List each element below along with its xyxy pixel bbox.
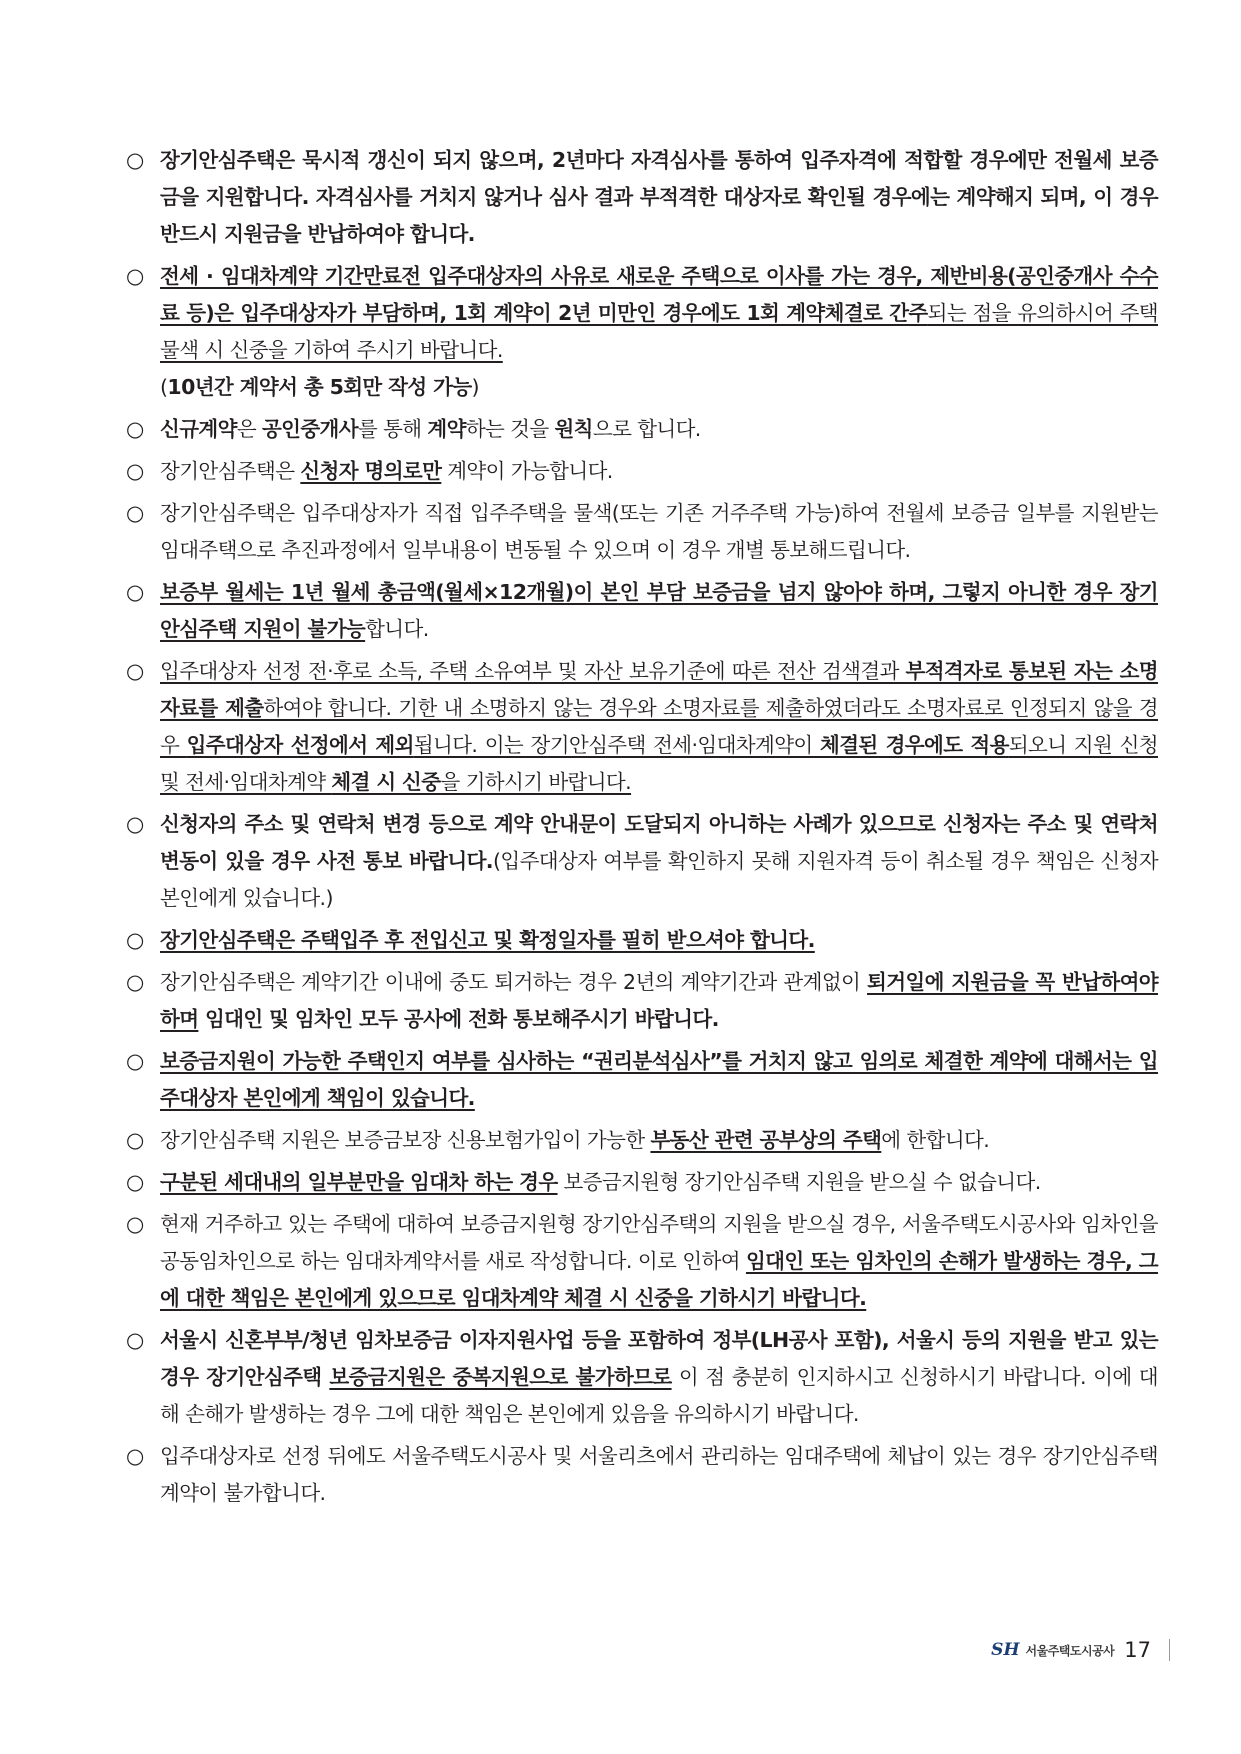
notice-item <box>126 495 1158 569</box>
notice-item <box>126 1164 1158 1201</box>
notice-text-run: 부적격자로 통보된 자는 소명자료를 제출 <box>160 659 1159 720</box>
notice-text-run: 입주대상자 선정에서 제외 <box>186 733 414 757</box>
page-number: 17 <box>1124 1638 1151 1662</box>
notice-text-run: 하여야 합니다. 기한 내 소명하지 않는 경우와 소명자료를 제출하였더라도 소명자료로 인정되지 않을 경우 <box>160 696 1158 757</box>
circle-bullet-icon: ○ <box>126 417 144 441</box>
notice-item <box>126 806 1158 917</box>
circle-bullet-icon: ○ <box>126 1328 144 1352</box>
notice-text-run: 부동산 관련 공부상의 주택 <box>650 1128 882 1152</box>
circle-bullet-icon: ○ <box>126 1444 144 1468</box>
notice-item <box>126 1438 1158 1512</box>
notice-text-run: 은 <box>236 417 262 441</box>
notice-item <box>126 922 1158 959</box>
circle-bullet-icon: ○ <box>126 659 144 683</box>
notice-text-run: 현재 거주하고 있는 주택에 대하여 보증금지원형 장기안심주택의 지원을 받으실 경우, 서울주택도시공사와 임차인을 공동임차인으로 하는 임대차계약서를 새로 작성합니다. 이로 인하여 <box>160 1212 1158 1273</box>
notice-text-run: 으로 합니다. <box>592 417 701 441</box>
notice-text-run: 계약 <box>427 417 466 441</box>
notice-item <box>126 653 1158 801</box>
notice-item <box>126 142 1158 253</box>
notice-text-run: ( <box>160 375 168 399</box>
notice-text-run: 전세 · 임대차계약 기간만료전 입주대상자의 사유로 새로운 주택으로 이사를 가는 경우, 제반비용(공인중개사 수수료 등)은 입주대상자가 부담하며, 1회 계약이 2년 미만인 경우에도 1회 계약체결로 간주 <box>160 264 1158 325</box>
notice-text-run: 입주대상자 선정 전·후로 소득, 주택 소유여부 및 자산 보유기준에 따른 전산 검색결과 <box>160 659 906 683</box>
notice-text-run: 퇴거일에 지원금을 꼭 반납하여야 하며 <box>160 970 1159 1031</box>
notice-text-run: 임대인 및 임차인 모두 공사에 전화 통보해주시기 바랍니다. <box>198 1007 719 1031</box>
notice-text-run: 장기안심주택은 입주대상자가 직접 입주주택을 물색(또는 기존 거주주택 가능)하여 전월세 보증금 일부를 지원받는 임대주택으로 추진과정에서 일부내용이 변동될 수 있으며 이 경우 개별 통보해드립니다. <box>160 501 1158 562</box>
notice-text-run: 신청자의 주소 및 연락처 변경 등으로 계약 안내문이 도달되지 아니하는 사례가 있으므로 신청자는 주소 및 연락처 변동이 있을 경우 사전 통보 바랍니다. <box>160 812 1158 873</box>
footer-divider <box>1169 1639 1170 1661</box>
notice-text-run: 공인중개사 <box>261 417 358 441</box>
notice-text-run: 신청자 명의로만 <box>300 459 442 483</box>
notice-text-run: 보증금지원이 가능한 주택인지 여부를 심사하는 “권리분석심사”를 거치지 않고 임의로 체결한 계약에 대해서는 입주대상자 본인에게 책임이 있습니다. <box>160 1049 1158 1110</box>
notice-text-run: 장기안심주택은 묵시적 갱신이 되지 않으며, 2년마다 자격심사를 통하여 입주자격에 적합할 경우에만 전월세 보증금을 지원합니다. 자격심사를 거치지 않거나 심사 결과 부적격한 대상자로 확인될 경우에는 계약해지 되며, 이 경우 반드시 지원금을 반납하여야 합니다. <box>160 148 1158 246</box>
circle-bullet-icon: ○ <box>126 580 144 604</box>
notice-item <box>126 1322 1158 1433</box>
notice-text-run: 합니다. <box>365 617 429 641</box>
notice-item <box>126 574 1158 648</box>
notice-text-run: ) <box>471 375 479 399</box>
notice-text-run: 장기안심주택은 계약기간 이내에 중도 퇴거하는 경우 2년의 계약기간과 관계없이 <box>160 970 868 994</box>
notice-text-run: 10년간 계약서 총 5회만 작성 가능 <box>167 375 472 399</box>
notice-text-run: 신규계약 <box>160 417 237 441</box>
circle-bullet-icon: ○ <box>126 928 144 952</box>
notice-text-run: 이 점 충분히 인지하시고 신청하시기 바랍니다. 이에 대해 손해가 발생하는 경우 그에 대한 책임은 본인에게 있음을 유의하시기 바랍니다. <box>160 1365 1158 1426</box>
notice-list <box>126 142 1158 1517</box>
notice-text-run: 체결된 경우에도 적용 <box>820 733 1009 757</box>
circle-bullet-icon: ○ <box>126 148 144 172</box>
organization-name: 서울주택도시공사 <box>1025 1643 1115 1658</box>
circle-bullet-icon: ○ <box>126 459 144 483</box>
notice-item <box>126 1043 1158 1117</box>
notice-text-run: 를 통해 <box>357 417 428 441</box>
notice-text-run: 보증부 월세는 1년 월세 총금액(월세×12개월)이 본인 부담 보증금을 넘지 않아야 하며, 그렇지 아니한 경우 장기안심주택 지원이 불가능 <box>160 580 1158 641</box>
notice-text-run: (입주대상자 여부를 확인하지 못해 지원자격 등이 취소될 경우 책임은 신청자 본인에게 있습니다.) <box>160 849 1158 910</box>
notice-text-run: 됩니다. 이는 장기안심주택 전세·임대차계약이 <box>413 733 820 757</box>
notice-text-run: 장기안심주택은 <box>160 459 301 483</box>
page-footer <box>970 1635 1170 1665</box>
notice-text-run: 되오니 지원 신청 및 전세·임대차계약 <box>160 733 1158 794</box>
notice-item <box>126 1206 1158 1317</box>
notice-text-run: 서울시 신혼부부/청년 임차보증금 이자지원사업 등을 포함하여 정부(LH공사 포함), 서울시 등의 지원을 받고 있는 경우 장기안심주택 <box>160 1328 1158 1389</box>
notice-text-run: 에 한합니다. <box>881 1128 990 1152</box>
notice-text-run: 하는 것을 <box>465 417 555 441</box>
notice-text-run: 보증금지원은 중복지원으로 불가하므로 <box>329 1365 672 1389</box>
circle-bullet-icon: ○ <box>126 264 144 288</box>
sh-logo-icon: SH <box>991 1640 1020 1660</box>
notice-text-run: 입주대상자로 선정 뒤에도 서울주택도시공사 및 서울리츠에서 관리하는 임대주택에 체납이 있는 경우 장기안심주택 계약이 불가합니다. <box>160 1444 1158 1505</box>
notice-item <box>126 453 1158 490</box>
notice-item <box>126 258 1158 406</box>
notice-text-run: 임대인 또는 임차인의 손해가 발생하는 경우, 그에 대한 책임은 본인에게 있으므로 임대차계약 체결 시 신중을 기하시기 바랍니다. <box>160 1249 1159 1310</box>
notice-text-run: 체결 시 신중 <box>331 770 441 794</box>
circle-bullet-icon: ○ <box>126 1049 144 1073</box>
notice-text-run: 구분된 세대내의 일부분만을 임대차 하는 경우 <box>160 1170 558 1194</box>
notice-text-run: 되는 점을 유의하시어 주택 물색 시 신중을 기하여 주시기 바랍니다. <box>160 301 1158 362</box>
notice-text-run: 장기안심주택 지원은 보증금보장 신용보험가입이 가능한 <box>160 1128 651 1152</box>
notice-item <box>126 411 1158 448</box>
notice-item <box>126 1122 1158 1159</box>
notice-item <box>126 964 1158 1038</box>
circle-bullet-icon: ○ <box>126 970 144 994</box>
notice-text-run: 원칙 <box>554 417 593 441</box>
circle-bullet-icon: ○ <box>126 1170 144 1194</box>
circle-bullet-icon: ○ <box>126 1128 144 1152</box>
circle-bullet-icon: ○ <box>126 1212 144 1236</box>
notice-text-run: 보증금지원형 장기안심주택 지원을 받으실 수 없습니다. <box>557 1170 1041 1194</box>
circle-bullet-icon: ○ <box>126 812 144 836</box>
circle-bullet-icon: ○ <box>126 501 144 525</box>
notice-text-run: 을 기하시기 바랍니다. <box>440 770 632 794</box>
notice-text-run: 계약이 가능합니다. <box>441 459 613 483</box>
notice-text-run: 장기안심주택은 주택입주 후 전입신고 및 확정일자를 필히 받으셔야 합니다. <box>160 928 815 952</box>
